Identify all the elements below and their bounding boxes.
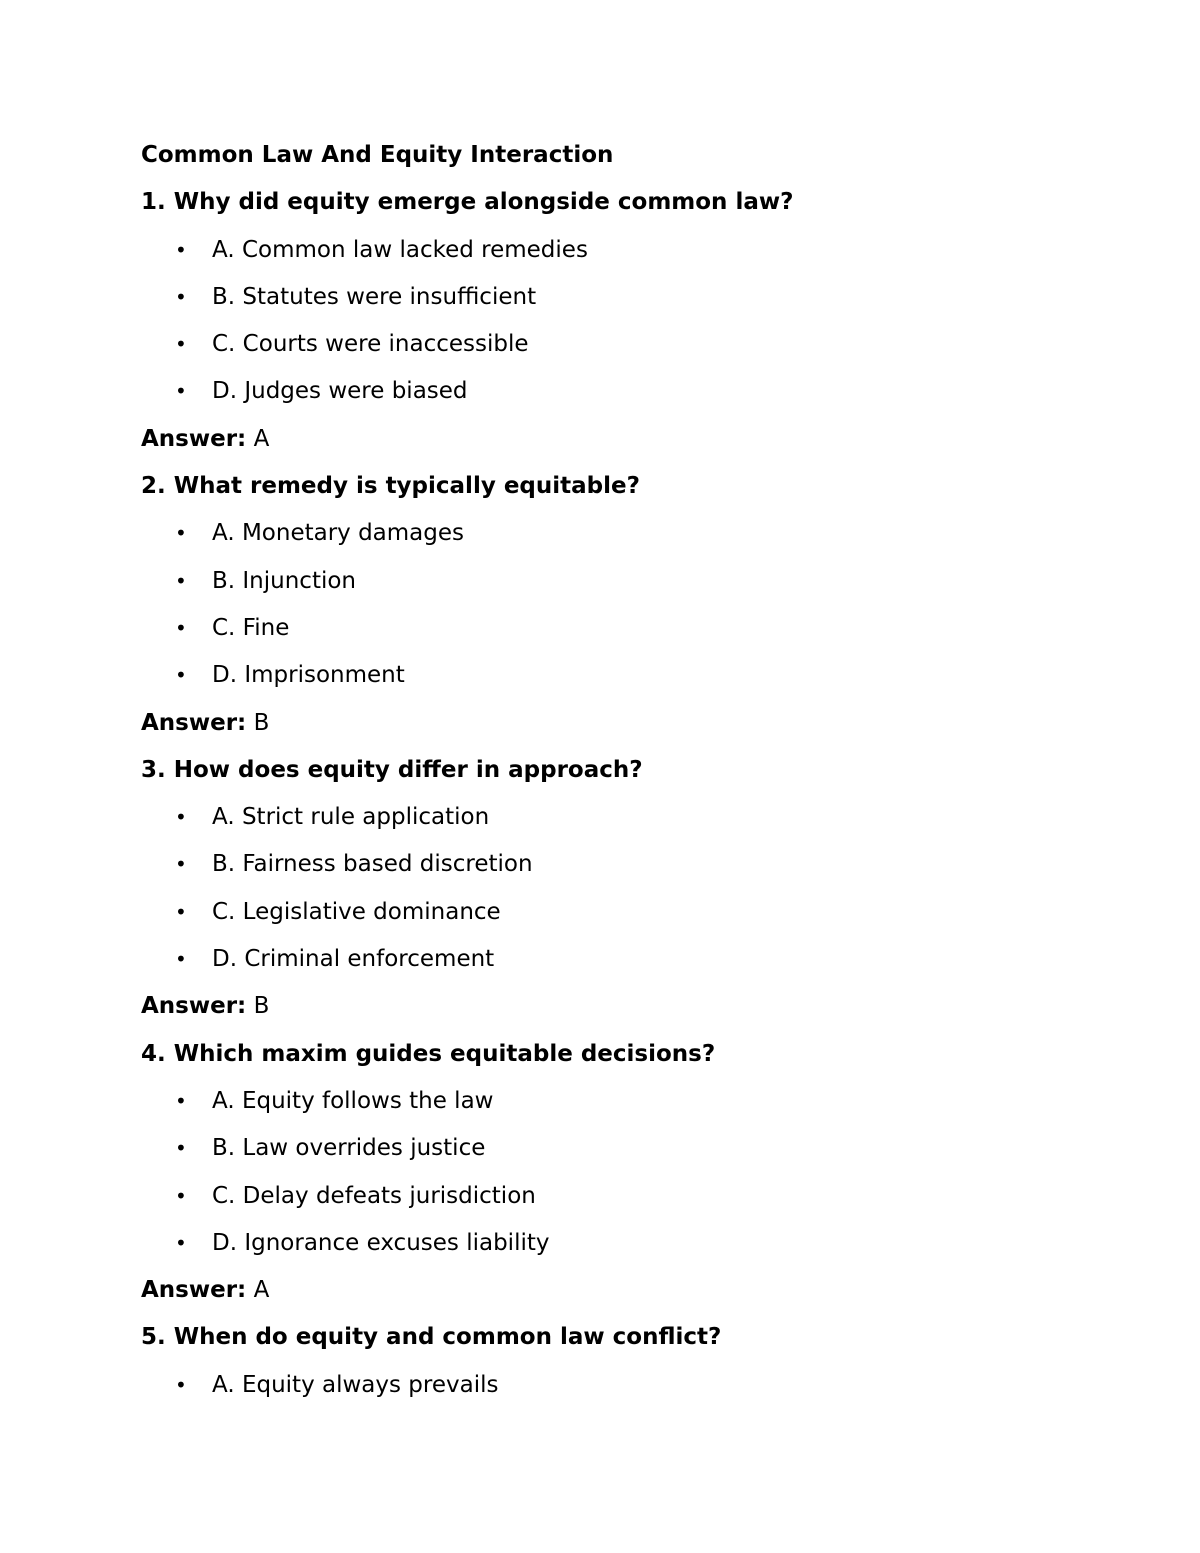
question-2-option-a — [141, 514, 1101, 561]
bullet-icon: • — [175, 1088, 187, 1113]
bullet-icon: • — [175, 284, 187, 309]
question-2-option-b — [141, 562, 1101, 609]
option-text: B. Statutes were insufficient — [212, 283, 537, 310]
option-text: A. Strict rule application — [212, 804, 490, 831]
question-3: 3. How does equity differ in approach? — [141, 756, 643, 783]
question-2-answer — [141, 704, 1101, 751]
option-text: D. Judges were biased — [212, 378, 468, 405]
question-2-option-d — [141, 656, 1101, 703]
answer-value: A — [253, 425, 270, 452]
bullet-icon: • — [175, 332, 187, 357]
question-1-option-a — [141, 231, 1101, 278]
bullet-icon: • — [175, 568, 187, 593]
question-3-option-d — [141, 940, 1101, 987]
option-text: A. Equity follows the law — [212, 1087, 494, 1114]
option-text: C. Legislative dominance — [212, 898, 501, 925]
question-5: 5. When do equity and common law conflict? — [141, 1324, 722, 1351]
option-text: C. Fine — [212, 614, 290, 641]
document-title: Common Law And Equity Interaction — [141, 142, 614, 168]
question-4-option-a — [141, 1082, 1101, 1129]
question-3-option-b — [141, 845, 1101, 892]
option-text: C. Delay defeats jurisdiction — [212, 1182, 536, 1209]
answer-value: B — [253, 993, 270, 1020]
question-1-answer — [141, 420, 1101, 467]
bullet-icon: • — [175, 663, 187, 688]
question-2: 2. What remedy is typically equitable? — [141, 473, 640, 500]
bullet-icon: • — [175, 521, 187, 546]
bullet-icon: • — [175, 852, 187, 877]
question-3-option-a — [141, 798, 1101, 845]
question-1-option-d — [141, 372, 1101, 419]
bullet-icon: • — [175, 1230, 187, 1255]
answer-value: B — [253, 709, 270, 736]
bullet-icon: • — [175, 1183, 187, 1208]
question-3-option-c — [141, 893, 1101, 940]
question-1-option-b — [141, 278, 1101, 325]
option-text: A. Common law lacked remedies — [212, 236, 588, 263]
question-4: 4. Which maxim guides equitable decisions? — [141, 1040, 716, 1067]
question-3-answer — [141, 987, 1101, 1034]
bullet-icon: • — [175, 237, 187, 262]
option-text: B. Injunction — [212, 567, 357, 594]
question-1-option-c — [141, 325, 1101, 372]
bullet-icon: • — [175, 379, 187, 404]
question-4-option-d — [141, 1224, 1101, 1271]
question-4-answer — [141, 1271, 1101, 1318]
answer-label: Answer: — [141, 1277, 247, 1304]
option-text: A. Equity always prevails — [212, 1371, 499, 1398]
option-text: B. Law overrides justice — [212, 1135, 486, 1162]
question-4-option-c — [141, 1177, 1101, 1224]
bullet-icon: • — [175, 615, 187, 640]
question-1: 1. Why did equity emerge alongside common law? — [141, 189, 794, 216]
bullet-icon: • — [175, 805, 187, 830]
option-text: D. Imprisonment — [212, 662, 405, 689]
bullet-icon: • — [175, 947, 187, 972]
option-text: D. Ignorance excuses liability — [212, 1229, 550, 1256]
bullet-icon: • — [175, 899, 187, 924]
answer-value: A — [253, 1277, 270, 1304]
bullet-icon: • — [175, 1372, 187, 1397]
answer-label: Answer: — [141, 709, 247, 736]
bullet-icon: • — [175, 1136, 187, 1161]
question-4-option-b — [141, 1129, 1101, 1176]
option-text: D. Criminal enforcement — [212, 946, 495, 973]
option-text: B. Fairness based discretion — [212, 851, 533, 878]
document-content — [141, 136, 1101, 1413]
question-2-option-c — [141, 609, 1101, 656]
answer-label: Answer: — [141, 425, 247, 452]
option-text: C. Courts were inaccessible — [212, 331, 529, 358]
question-5-option-a — [141, 1366, 1101, 1413]
option-text: A. Monetary damages — [212, 520, 465, 547]
answer-label: Answer: — [141, 993, 247, 1020]
